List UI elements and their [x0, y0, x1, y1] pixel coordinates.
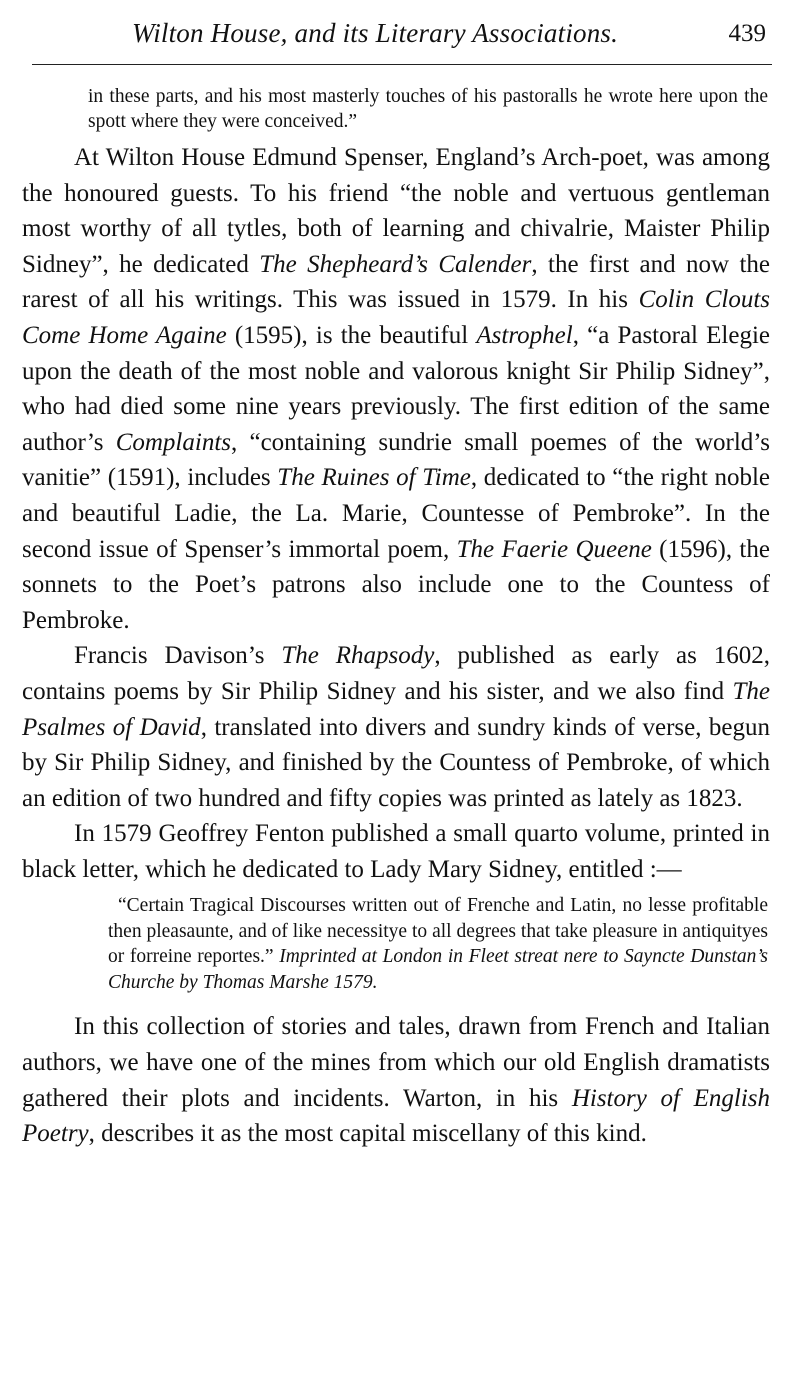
- title-complaints: Complaints: [115, 428, 231, 456]
- imprint-line: Imprinted at London in Fleet streat nere to Sayncte Dunstan’s Churche by Thomas Marshe 1579.: [108, 946, 768, 993]
- title-astrophel: Astrophel: [476, 321, 573, 349]
- paragraph-davison: Francis Davison’s The Rhapsody, published as early as 1602, contains poems by Sir Philip Sidney and his sister, and we also find The Psalmes of David, translated into divers and sundry kinds of verse, begun by Sir Philip Sidney, and finished by the Countess of Pembroke, of which an edition of two hundred and fifty copies was printed as lately as 1823.: [22, 642, 770, 812]
- title-faerie-queene: The Faerie Queene: [456, 535, 652, 563]
- title-ruines-of-time: The Ruines of Time: [277, 464, 471, 492]
- title-colin-clouts: Colin Clouts Come Home Againe: [22, 286, 770, 349]
- title-history-english-poetry: History of English Poetry: [22, 1084, 770, 1148]
- block-quote-tragical-discourses: “Certain Tragical Discourses written out of Frenche and Latin, no lesse profitable then pleasaunte, and of like necessitye to all degrees that take pleasure in antiquityes or forreine reportes.” Imprinted at London in Fleet streat nere to Sayncte Dunstan’s Churche by Thomas Marshe 1579.: [108, 895, 768, 993]
- title-psalmes-of-david: The Psalmes of David: [22, 677, 770, 741]
- quote-continuation: in these parts, and his most masterly touches of his pastoralls he wrote here upon the spott where they were conceived.”: [88, 86, 768, 132]
- page-header: [20, 14, 772, 54]
- page-body: [22, 84, 770, 1152]
- paragraph-warton: In this collection of stories and tales, drawn from French and Italian authors, we have one of the mines from which our old English dramatists gathered their plots and incidents. Warton, in his History of English Poetry, describes it as the most capital miscellany of this kind.: [22, 1013, 770, 1148]
- title-rhapsody: The Rhapsody: [281, 642, 435, 670]
- paragraph-fenton: In 1579 Geoffrey Fenton published a small quarto volume, printed in black letter, which he dedicated to Lady Mary Sidney, entitled :—: [22, 820, 770, 883]
- page-number: 439: [728, 20, 766, 47]
- paragraph-spenser: At Wilton House Edmund Spenser, England’s Arch-poet, was among the honoured guests. To his friend “the noble and vertuous gentleman most worthy of all tytles, both of learning and chivalrie, Maister Philip Sidney”, he dedicated The Shepheard’s Calender, the first and now the rarest of all his writings. This was issued in 1579. In his Colin Clouts Come Home Againe (1595), is the beautiful Astrophel, “a Pastoral Elegie upon the death of the most noble and valorous knight Sir Philip Sidney”, who had died some nine years previously. The first edition of the same author’s Complaints, “containing sundrie small poemes of the world’s vanitie” (1591), includes The Ruines of Time, dedicated to “the right noble and beautiful Ladie, the La. Marie, Countesse of Pembroke”. In the second issue of Spenser’s immortal poem, The Faerie Queene (1596), the sonnets to the Poet’s patrons also include one to the Countess of Pembroke.: [22, 144, 771, 634]
- running-title: Wilton House, and its Literary Associations.: [132, 18, 619, 48]
- title-shepheards-calender: The Shepheard’s Calender: [259, 250, 532, 278]
- header-rule: [32, 64, 772, 65]
